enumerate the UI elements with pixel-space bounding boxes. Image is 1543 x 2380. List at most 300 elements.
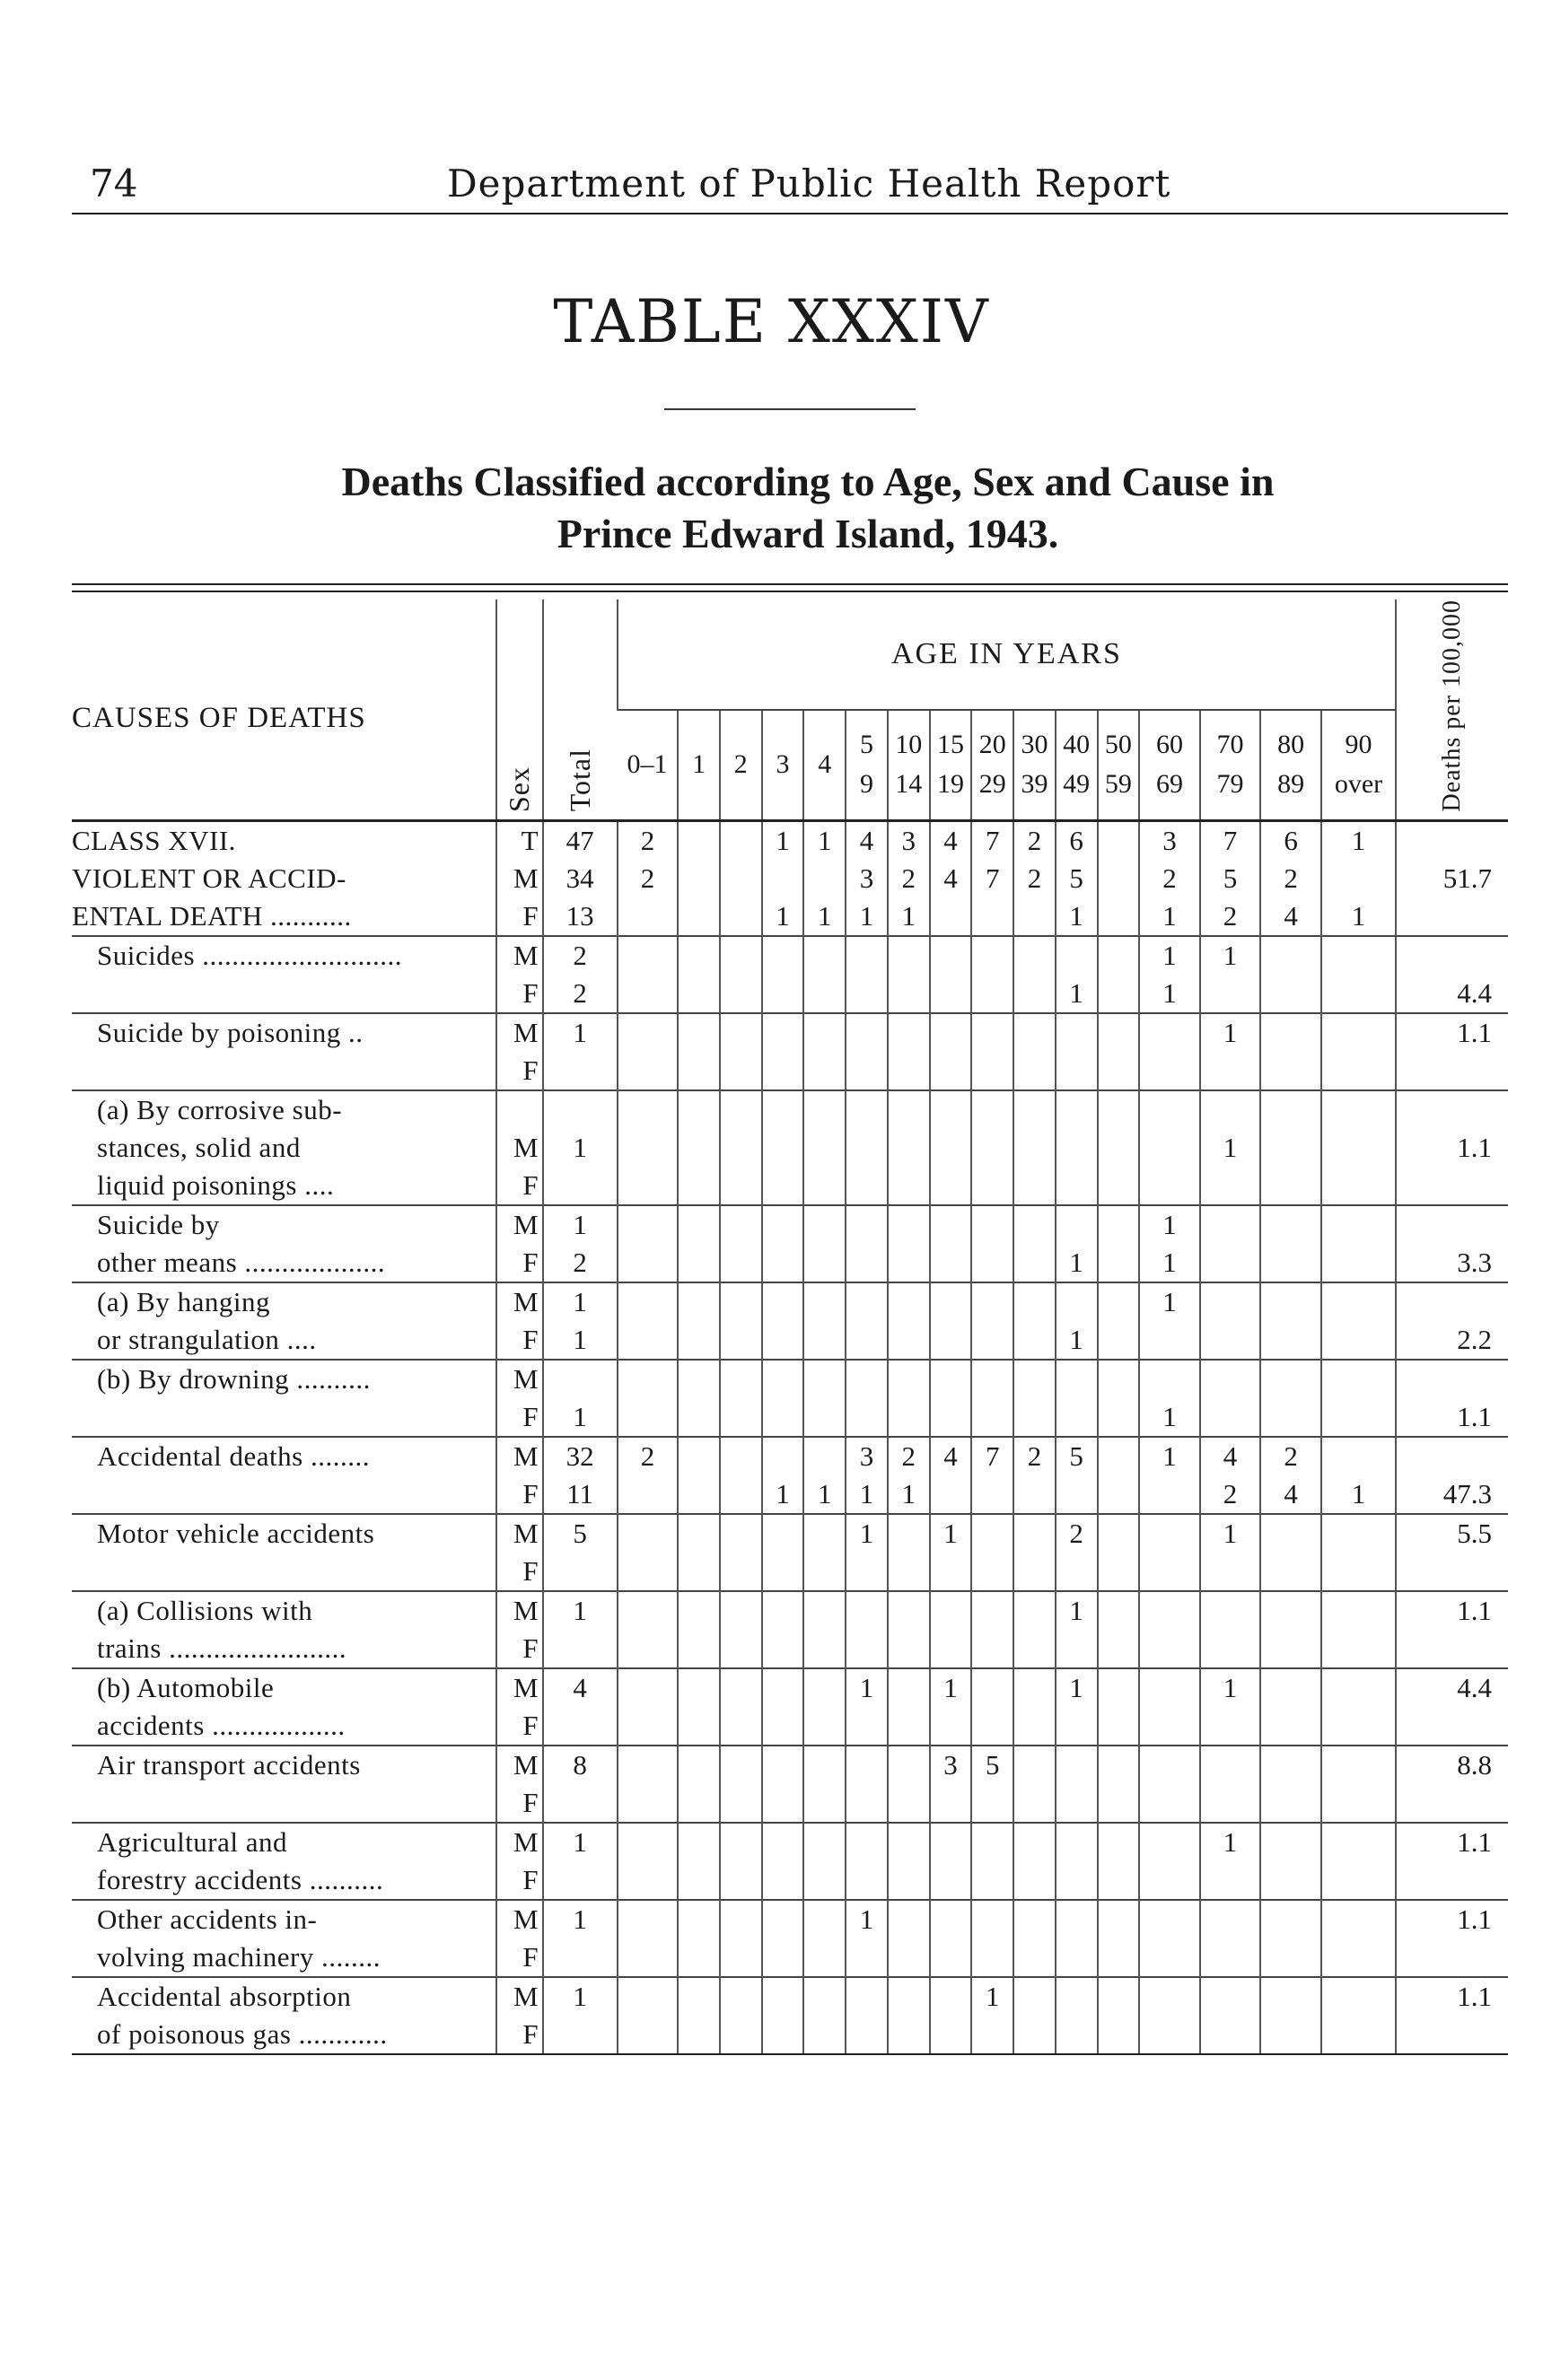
age-cell [803,1630,846,1668]
age-cell [846,1938,888,1977]
age-cell [1098,820,1140,860]
age-cell [930,1090,972,1129]
age-cell [762,1282,804,1321]
age-cell [971,1090,1013,1129]
cause-cell: Air transport accidents [72,1746,496,1784]
age-cell [1200,975,1261,1013]
age-cell [1098,1591,1140,1630]
age-cell [1321,860,1396,897]
age-cell: 1 [846,1475,888,1514]
rate-cell: 1.1 [1396,1129,1508,1167]
table-row [72,1398,1508,1437]
rate-cell [1396,1707,1508,1746]
total-cell [543,1861,618,1900]
age-cell [971,1823,1013,1861]
age-cell [762,1977,804,2016]
age-cell [720,1205,762,1244]
table-row [72,1861,1508,1900]
age-cell [803,1977,846,2016]
age-cell [1321,1052,1396,1090]
cause-cell: Accidental deaths ........ [72,1437,496,1475]
age-cell [1013,1746,1056,1784]
age-cell [971,1900,1013,1938]
header-rule [72,213,1508,214]
age-cell [1013,1591,1056,1630]
age-cell [762,1553,804,1591]
age-cell [971,975,1013,1013]
age-cell [930,1282,972,1321]
rate-cell: 4.4 [1396,1668,1508,1707]
age-cell [803,1823,846,1861]
age-cell [720,897,762,936]
rate-cell [1396,1553,1508,1591]
age-cell [678,1553,720,1591]
age-cell [803,1707,846,1746]
age-cell [618,1360,679,1398]
age-cell [888,1321,930,1360]
age-cell [930,1823,972,1861]
age-cell: 7 [1200,820,1261,860]
age-cell [618,1090,679,1129]
age-cell [1013,1052,1056,1090]
age-column-header: 60 69 [1139,710,1200,820]
sex-cell: M [496,936,543,975]
age-cell [888,975,930,1013]
age-cell [1056,936,1098,975]
age-cell [930,897,972,936]
age-cell [720,1630,762,1668]
age-cell: 3 [1139,820,1200,860]
age-cell: 2 [1200,1475,1261,1514]
age-cell [1200,1746,1261,1784]
age-cell [803,1784,846,1823]
age-cell [618,1630,679,1668]
age-cell [720,1013,762,1052]
age-cell [1098,1475,1140,1514]
sex-cell: F [496,1244,543,1282]
age-column-header: 2 [720,710,762,820]
sex-cell: F [496,2016,543,2054]
header-total: Total [543,599,618,820]
table-row [72,1052,1508,1090]
age-column-header: 50 59 [1098,710,1140,820]
age-cell [1321,1591,1396,1630]
age-cell [1260,1205,1321,1244]
age-cell: 1 [1200,936,1261,975]
rate-cell [1396,1630,1508,1668]
age-cell [1200,2016,1261,2054]
age-cell [846,1013,888,1052]
age-cell [803,1167,846,1205]
age-cell [888,1244,930,1282]
age-cell [930,1630,972,1668]
header-causes: CAUSES OF DEATHS [72,701,366,734]
total-cell: 32 [543,1437,618,1475]
age-column-header: 30 39 [1013,710,1056,820]
age-cell [618,1321,679,1360]
age-cell [1098,1360,1140,1398]
age-cell [1013,1321,1056,1360]
age-cell [888,1591,930,1630]
age-column-header: 40 49 [1056,710,1098,820]
total-cell: 1 [543,1398,618,1437]
age-cell: 5 [971,1746,1013,1784]
age-cell [1260,2016,1321,2054]
total-cell: 1 [543,1977,618,2016]
sex-cell: F [496,1553,543,1591]
age-cell [618,1938,679,1977]
total-cell: 1 [543,1321,618,1360]
table-row [72,860,1508,897]
age-cell [1260,1900,1321,1938]
age-cell [846,1282,888,1321]
age-cell: 1 [803,1475,846,1514]
age-cell [971,1398,1013,1437]
age-cell [971,1013,1013,1052]
age-cell: 6 [1260,820,1321,860]
age-cell [803,1900,846,1938]
age-cell [803,1052,846,1090]
age-cell [803,1360,846,1398]
table-row [72,1013,1508,1052]
age-cell [720,1977,762,2016]
cause-cell: stances, solid and [97,1131,301,1163]
age-cell [720,1321,762,1360]
age-cell [618,1668,679,1707]
age-cell [678,1013,720,1052]
age-cell: 2 [1013,820,1056,860]
cause-cell: VIOLENT OR ACCID- [72,862,346,894]
age-cell [1260,1398,1321,1437]
age-cell [1200,1398,1261,1437]
age-cell [720,1784,762,1823]
age-cell [930,1938,972,1977]
table-row [72,1823,1508,1861]
age-cell [618,1823,679,1861]
age-cell [930,1013,972,1052]
rate-cell [1396,1282,1508,1321]
age-cell [618,975,679,1013]
age-cell [1056,1823,1098,1861]
table-row [72,1437,1508,1475]
age-cell [1098,1668,1140,1707]
age-cell [846,1321,888,1360]
age-cell [1013,1282,1056,1321]
age-cell [846,1746,888,1784]
rate-cell: 5.5 [1396,1514,1508,1553]
age-cell [803,1938,846,1977]
age-cell: 1 [1056,1321,1098,1360]
age-cell [1200,1167,1261,1205]
age-cell: 1 [1139,1398,1200,1437]
age-cell: 1 [1321,897,1396,936]
age-cell [930,1398,972,1437]
age-cell [1013,1861,1056,1900]
age-cell [803,936,846,975]
age-cell: 1 [1056,975,1098,1013]
rate-cell [1396,1437,1508,1475]
table-row [72,1244,1508,1282]
age-cell [930,1591,972,1630]
age-cell [1260,1282,1321,1321]
age-cell [1056,1475,1098,1514]
age-cell [930,1784,972,1823]
age-cell: 6 [1056,820,1098,860]
sex-cell: F [496,897,543,936]
age-cell [720,1707,762,1746]
sex-cell: F [496,1784,543,1823]
age-cell [678,975,720,1013]
sex-cell: M [496,1437,543,1475]
age-cell [1139,1591,1200,1630]
age-cell [720,975,762,1013]
table-row [72,1977,1508,2016]
age-cell [1260,1861,1321,1900]
table-row [72,1129,1508,1167]
cause-cell: Motor vehicle accidents [72,1514,496,1553]
age-cell [971,1052,1013,1090]
age-cell [1013,1553,1056,1591]
age-cell [618,1167,679,1205]
rate-cell: 3.3 [1396,1244,1508,1282]
top-rule-2 [72,591,1508,592]
age-cell [803,2016,846,2054]
age-cell: 4 [1260,897,1321,936]
age-cell [720,1398,762,1437]
top-rule-1 [72,583,1508,585]
age-cell [888,1398,930,1437]
rate-cell: 4.4 [1396,975,1508,1013]
age-cell [618,1205,679,1244]
age-cell [971,1553,1013,1591]
age-cell [1200,1205,1261,1244]
age-cell [618,2016,679,2054]
caption-line-1: Deaths Classified according to Age, Sex and Cause in [341,459,1275,504]
cause-cell: other means ................... [97,1246,386,1278]
age-cell [971,1668,1013,1707]
age-cell [1321,1514,1396,1553]
age-cell [720,2016,762,2054]
age-cell [888,1360,930,1398]
rate-cell: 47.3 [1396,1475,1508,1514]
rate-cell: 1.1 [1396,1823,1508,1861]
age-cell [846,1977,888,2016]
age-cell [720,1090,762,1129]
age-cell: 1 [930,1668,972,1707]
age-cell [762,975,804,1013]
rate-cell [1396,820,1508,860]
rate-cell [1396,1360,1508,1398]
age-cell [1098,1861,1140,1900]
age-cell [678,1630,720,1668]
total-cell: 13 [543,897,618,936]
rate-cell: 2.2 [1396,1321,1508,1360]
total-cell: 2 [543,975,618,1013]
cause-cell: (a) Collisions with [72,1591,496,1630]
age-cell [1013,1707,1056,1746]
age-cell [1013,1630,1056,1668]
rate-cell [1396,1861,1508,1900]
cause-cell: (a) By hanging [72,1282,496,1321]
age-cell [930,1707,972,1746]
age-cell [678,1360,720,1398]
sex-cell: T [496,820,543,860]
age-cell: 7 [971,1437,1013,1475]
age-column-header: 5 9 [846,710,888,820]
age-cell [1321,1244,1396,1282]
age-cell [1013,936,1056,975]
age-cell [1139,1977,1200,2016]
age-cell [678,1437,720,1475]
age-cell [1098,1052,1140,1090]
age-cell: 1 [1139,897,1200,936]
age-cell [971,1514,1013,1553]
age-cell [1013,1514,1056,1553]
age-cell [1200,1052,1261,1090]
age-cell [1098,1013,1140,1052]
age-cell [803,1668,846,1707]
age-cell [678,1938,720,1977]
age-cell: 1 [846,1900,888,1938]
age-cell [1098,1630,1140,1668]
age-cell [888,1514,930,1553]
age-cell [1321,1437,1396,1475]
age-cell [888,1707,930,1746]
table-row [72,975,1508,1013]
sex-cell: F [496,1052,543,1090]
total-cell: 1 [543,1282,618,1321]
age-cell [1321,2016,1396,2054]
total-cell: 1 [543,1900,618,1938]
total-cell: 2 [543,936,618,975]
age-cell [762,1167,804,1205]
cause-cell: Other accidents in- [72,1900,496,1938]
age-cell [1321,1707,1396,1746]
age-cell: 1 [1139,1437,1200,1475]
age-cell [678,1591,720,1630]
age-column-header: 1 [678,710,720,820]
age-cell [618,1514,679,1553]
age-cell [971,1321,1013,1360]
age-cell: 1 [888,897,930,936]
age-cell [1260,1707,1321,1746]
age-cell [762,1746,804,1784]
age-cell [1260,1013,1321,1052]
age-cell [1056,1129,1098,1167]
age-cell [1013,1360,1056,1398]
age-cell [1139,1746,1200,1784]
age-cell [971,1591,1013,1630]
cause-cell: or strangulation .... [97,1323,317,1355]
age-column-header: 3 [762,710,804,820]
age-cell: 1 [1139,1282,1200,1321]
table-row [72,1360,1508,1398]
age-cell [888,1630,930,1668]
age-cell: 4 [930,820,972,860]
age-cell [888,2016,930,2054]
age-cell [720,1514,762,1553]
age-cell [1098,1282,1140,1321]
age-cell [1139,1052,1200,1090]
table-title: TABLE XXXIV [553,287,990,356]
age-cell [678,1707,720,1746]
age-cell [720,1360,762,1398]
age-cell [678,1398,720,1437]
age-cell [971,1205,1013,1244]
age-cell [678,1205,720,1244]
age-cell [762,1707,804,1746]
age-cell [1098,1514,1140,1553]
age-cell: 3 [930,1746,972,1784]
age-cell [1200,1282,1261,1321]
age-cell [720,1553,762,1591]
table-row [72,1475,1508,1514]
age-cell [1260,1129,1321,1167]
age-cell [1260,1938,1321,1977]
report-title: Department of Public Health Report [447,162,1171,206]
age-cell [971,1282,1013,1321]
cause-cell: forestry accidents .......... [97,1863,384,1895]
age-cell [1321,1360,1396,1398]
age-cell [720,1746,762,1784]
age-cell [846,2016,888,2054]
age-cell: 1 [1200,1823,1261,1861]
age-cell [762,1052,804,1090]
age-cell [1056,1167,1098,1205]
age-cell [678,936,720,975]
age-cell [888,1823,930,1861]
age-cell [888,1205,930,1244]
age-cell [762,1090,804,1129]
age-cell [678,1321,720,1360]
age-cell [1139,1167,1200,1205]
age-cell [1098,1707,1140,1746]
table-row [72,1746,1508,1784]
age-cell [1260,1360,1321,1398]
age-cell [1013,1475,1056,1514]
age-cell [1260,1977,1321,2016]
age-cell: 2 [618,820,679,860]
cause-cell: liquid poisonings .... [97,1168,335,1201]
age-cell: 4 [1200,1437,1261,1475]
age-cell: 1 [846,897,888,936]
sex-cell: F [496,1861,543,1900]
total-cell [543,1938,618,1977]
age-cell [930,1977,972,2016]
age-cell: 2 [618,1437,679,1475]
total-cell [543,1360,618,1398]
age-cell: 1 [1056,897,1098,936]
age-cell [720,1861,762,1900]
age-cell [762,1244,804,1282]
age-cell [1098,936,1140,975]
age-cell [846,975,888,1013]
total-cell [543,1630,618,1668]
age-cell: 2 [618,860,679,897]
table-row [72,1591,1508,1630]
rate-cell [1396,1167,1508,1205]
age-cell [678,1668,720,1707]
title-rule [664,408,916,410]
age-column-header: 90 over [1321,710,1396,820]
age-cell [1139,1321,1200,1360]
age-cell [971,1167,1013,1205]
rate-cell [1396,1784,1508,1823]
age-cell [720,820,762,860]
age-cell [888,1900,930,1938]
age-cell [1200,1321,1261,1360]
age-cell [1321,1167,1396,1205]
